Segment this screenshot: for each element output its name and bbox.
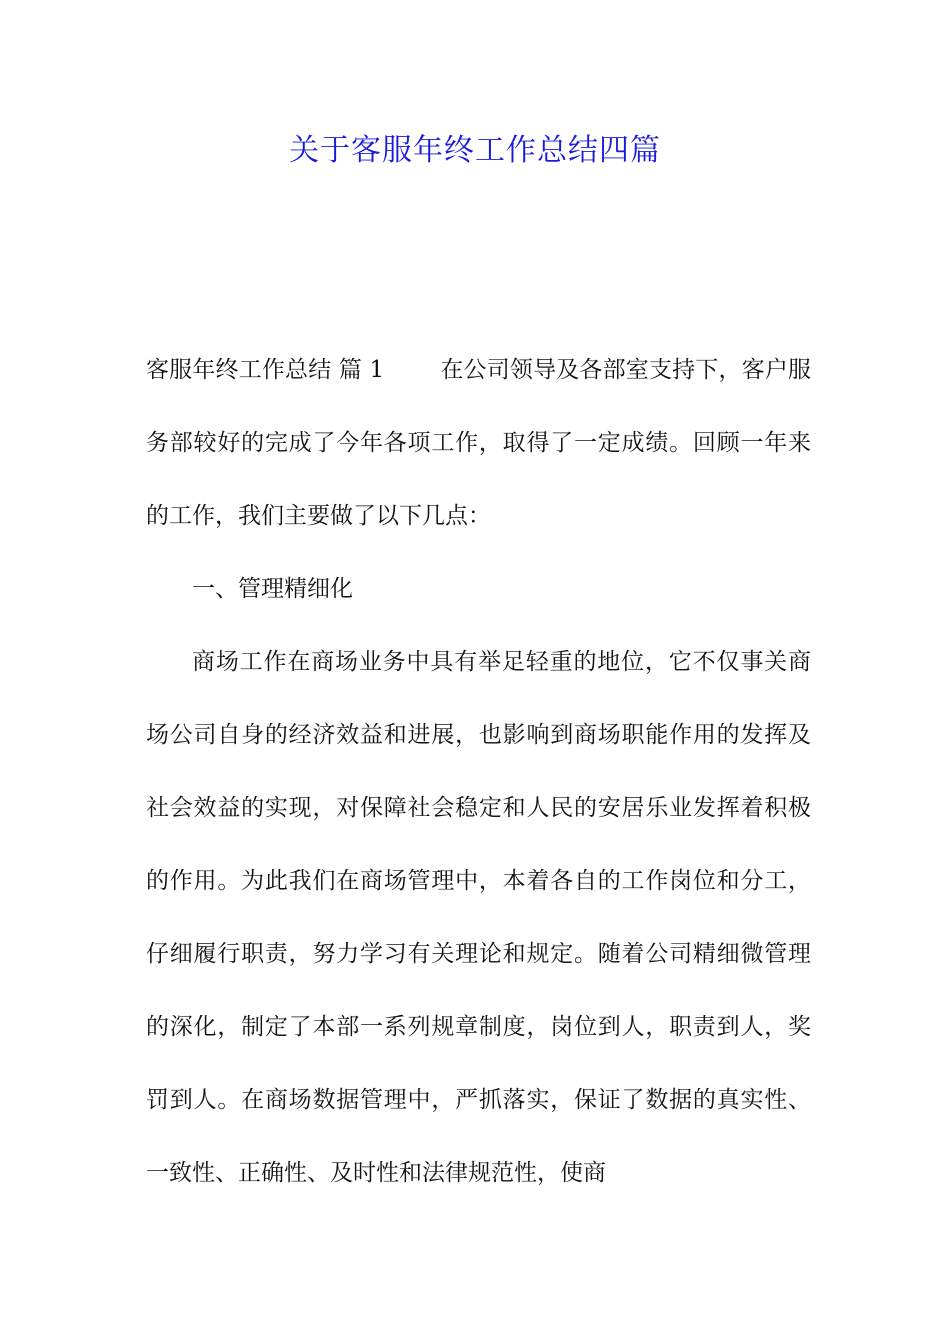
section-label: 客服年终工作总结 篇 1	[146, 357, 385, 383]
document-title: 关于客服年终工作总结四篇	[289, 133, 661, 168]
body-paragraph: 商场工作在商场业务中具有举足轻重的地位，它不仅事关商场公司自身的经济效益和进展，也影响到商场职能作用的发挥及社会效益的实现，对保障社会稳定和人民的安居乐业发挥着积极的作用。为此我们在商场管理中，本着各自的工作岗位和分工，仔细履行职责，努力学习有关理论和规定。随着公司精细微管理的深化，制定了本部一系列规章制度，岗位到人，职责到人，奖罚到人。在商场数据管理中，严抓落实，保证了数据的真实性、一致性、正确性、及时性和法律规范性，使商	[146, 649, 811, 1186]
intro-paragraph	[146, 334, 811, 553]
document-body	[146, 334, 811, 1210]
section-heading: 一、管理精细化	[192, 576, 353, 602]
intro-text: 在公司领导及各部室支持下，客户服务部较好的完成了今年各项工作，取得了一定成绩。回顾一年来的工作，我们主要做了以下几点：	[146, 357, 811, 529]
